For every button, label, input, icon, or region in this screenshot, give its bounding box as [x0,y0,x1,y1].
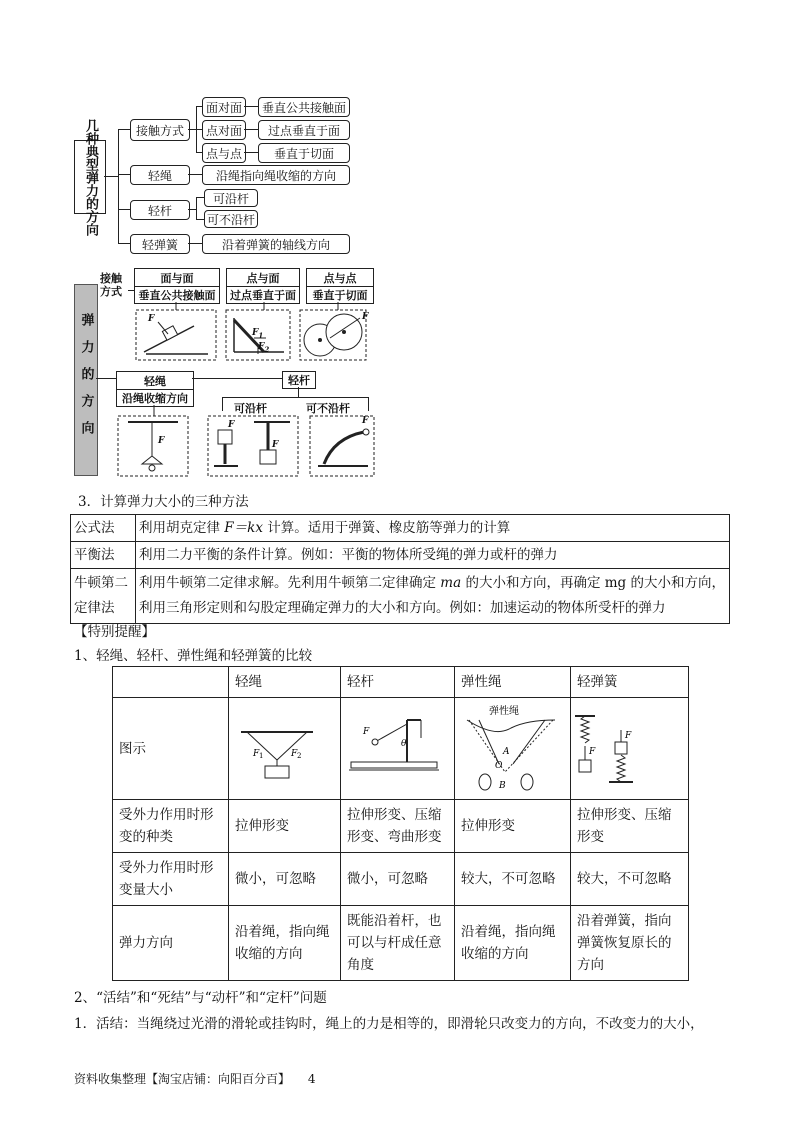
table-header-row [113,667,689,698]
table-row [71,542,730,569]
label-A: A [503,747,510,757]
elastic-figure [455,698,567,792]
row-header: 受外力作用时形变的种类 [113,800,229,853]
tree-rope-v: 沿绳指向绳收缩的方向 [202,165,350,185]
compare-table [112,666,689,981]
diagram-art-bottom [114,404,380,478]
svg-text:1: 1 [259,752,264,760]
rod-a: 可沿杆 [234,402,267,415]
tree-contact-v1: 垂直公共接触面 [258,97,350,117]
table-cell: 既能沿着杆，也可以与杆成任意角度 [341,906,455,981]
table-cell: 拉伸形变 [229,800,341,853]
tree-contact-v3: 垂直于切面 [258,143,350,163]
tree-contact-k2: 点对面 [202,120,246,140]
elastic-label: 弹性绳 [489,706,519,717]
svg-text:2: 2 [297,752,302,760]
head-2: 点与面 过点垂直于面 [226,268,300,304]
section3-title: 3．计算弹力大小的三种方法 [78,494,249,510]
row-header: 受外力作用时形变量大小 [113,853,229,906]
head-1: 面与面 垂直公共接触面 [134,268,220,304]
rod-b: 可不沿杆 [306,402,350,415]
tree-contact-k3: 点与点 [202,143,246,163]
table-row [113,853,689,906]
row-header: 弹力方向 [113,906,229,981]
tree-contact-v2: 过点垂直于面 [258,120,350,140]
table-row [113,698,689,800]
label-F-g: F [362,416,369,426]
label-F-e: F [228,420,235,430]
tree-rod-b: 可不沿杆 [204,210,258,228]
svg-text:F: F [625,731,632,741]
tree-rope: 轻绳 [130,165,190,185]
method-desc: 利用二力平衡的条件计算。例如：平衡的物体所受绳的弹力或杆的弹力 [136,542,730,569]
header-cell [113,667,229,698]
side-bar: 弹力的方向 [74,284,98,476]
svg-text:F: F [291,749,298,759]
rod-head: 轻杆 [282,371,316,389]
tree-contact: 接触方式 [130,119,190,141]
svg-text:F: F [589,747,596,757]
method-name: 平衡法 [71,542,136,569]
footer [74,1070,315,1087]
table-cell: 较大，不可忽略 [571,853,689,906]
tree-spring: 轻弹簧 [130,234,190,254]
tree-contact-k1: 面对面 [202,97,246,117]
table-cell: 较大，不可忽略 [455,853,571,906]
tree-root: 几种典型弹力的方向 [74,140,106,214]
label-F-c: F [362,312,369,322]
tip-heading: 【特别提醒】 [74,624,155,640]
label-F-d: F [158,436,165,446]
rod-figure [341,698,451,792]
table-cell: 拉伸形变、压缩形变、弯曲形变 [341,800,455,853]
label-F2: $F_2$ [258,342,270,354]
table-cell: 微小，可忽略 [229,853,341,906]
method-desc: 利用牛顿第二定律求解。先利用牛顿第二定律确定 ma 的大小和方向，再确定 mg 的大小和方向，利用三角形定则和勾股定理确定弹力的大小和方向。例如：加速运动的物体所受杆的弹力 [136,569,730,624]
fig-spring [571,698,689,800]
label-F-a: F [148,314,155,324]
svg-text:F: F [253,749,260,759]
fig-elastic [455,698,571,800]
tree-rod-a: 可沿杆 [204,189,258,207]
footer-text: 资料收集整理【淘宝店铺：向阳百分百】 [74,1072,291,1086]
table-cell: 沿着绳，指向绳收缩的方向 [455,906,571,981]
header-cell: 弹性绳 [455,667,571,698]
table-cell: 沿着弹簧，指向弹簧恢复原长的方向 [571,906,689,981]
fig-rope [229,698,341,800]
label-F-f: F [272,440,279,450]
spring-figure [571,698,685,792]
rope-figure [229,698,337,792]
knot-title: 2、“活结”和“死结”与“动杆”和“定杆”问题 [74,990,327,1006]
compare-title: 1、轻绳、轻杆、弹性绳和轻弹簧的比较 [74,648,313,664]
fig-rod [341,698,455,800]
table-row [113,906,689,981]
svg-text:F: F [363,727,370,737]
table-row [113,800,689,853]
label-F1: $F_1$ [252,328,264,340]
method-name: 公式法 [71,515,136,542]
tree-spring-v: 沿着弹簧的轴线方向 [202,234,350,254]
methods-table [70,514,730,624]
row-header: 图示 [113,698,229,800]
label-B: B [499,781,506,791]
contact-label: 接触方式 [100,272,122,298]
table-row [71,569,730,624]
knot-paragraph: 1．活结：当绳绕过光滑的滑轮或挂钩时，绳上的力是相等的，即滑轮只改变力的方向，不改变力的大小， [74,1016,704,1032]
header-cell: 轻杆 [341,667,455,698]
table-cell: 拉伸形变、压缩形变 [571,800,689,853]
header-cell: 轻绳 [229,667,341,698]
method-name: 牛顿第二定律法 [71,569,136,624]
theta-label: θ [401,739,407,749]
table-cell: 沿着绳，指向绳收缩的方向 [229,906,341,981]
table-row [71,515,730,542]
tree-rod: 轻杆 [130,200,190,220]
head-3: 点与点 垂直于切面 [306,268,374,304]
header-cell: 轻弹簧 [571,667,689,698]
rope-head: 轻绳 沿绳收缩方向 [116,371,194,407]
label-O: O [495,761,503,771]
page-number: 4 [307,1072,316,1086]
method-desc: 利用胡克定律 F＝kx 计算。适用于弹簧、橡皮筋等弹力的计算 [136,515,730,542]
table-cell: 拉伸形变 [455,800,571,853]
table-cell: 微小，可忽略 [341,853,455,906]
